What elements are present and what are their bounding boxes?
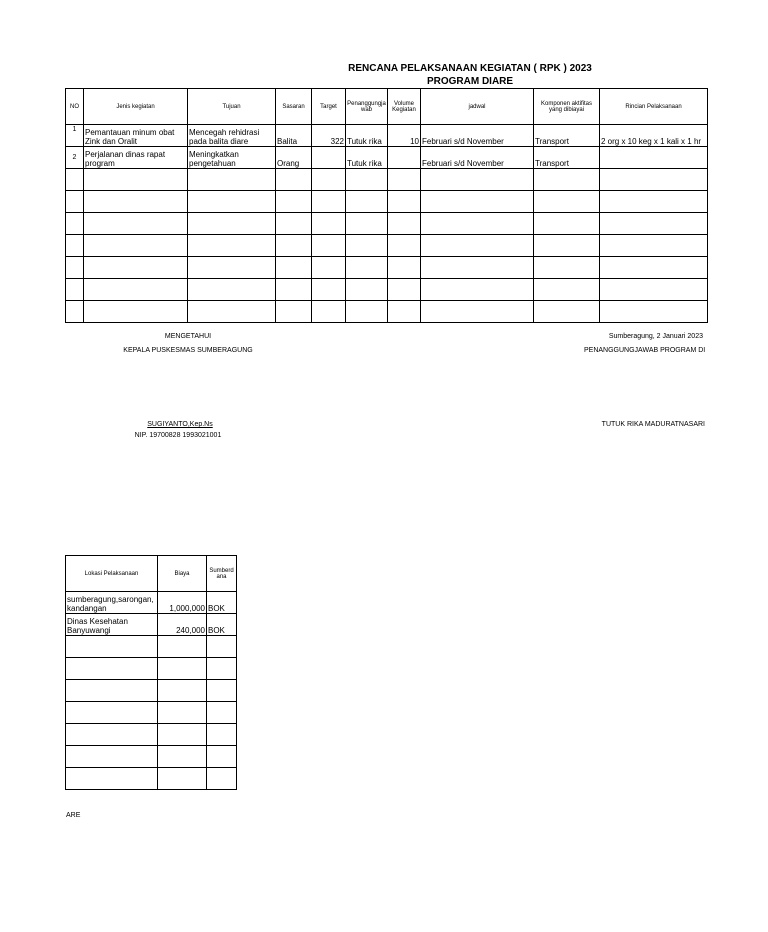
cell-rincian: [600, 147, 708, 169]
empty-row: [66, 169, 708, 191]
cell-volume: [388, 147, 421, 169]
column-header-jadwal: jadwal: [421, 89, 534, 125]
cell-target: 322: [312, 125, 346, 147]
column-header-sasaran: Sasaran: [276, 89, 312, 125]
cell-penanggungjawab: Tutuk rika: [346, 125, 388, 147]
column-header-rincian: Rincian Pelaksanaan: [600, 89, 708, 125]
table-header-row: [66, 556, 237, 592]
column-header-target: Target: [312, 89, 346, 125]
column-header-jenis-kegiatan: Jenis kegiatan: [84, 89, 188, 125]
signature-left-nip: NIP. 19700828 1993021001: [134, 432, 222, 439]
rpk-main-table: [65, 88, 708, 323]
table-row: [66, 147, 708, 169]
cell-lokasi: Dinas Kesehatan Banyuwangi: [66, 614, 158, 636]
cell-no: 2: [66, 147, 84, 169]
empty-row: [66, 301, 708, 323]
empty-row: [66, 746, 237, 768]
cell-sumberdana: BOK: [207, 614, 237, 636]
column-header-biaya: Biaya: [158, 556, 207, 592]
empty-row: [66, 658, 237, 680]
cell-target: [312, 147, 346, 169]
table-row: [66, 592, 237, 614]
column-header-lokasi: Lokasi Pelaksanaan: [66, 556, 158, 592]
cell-biaya: 1,000,000: [158, 592, 207, 614]
cell-jenis-kegiatan: Pemantauan minum obat Zink dan Oralit: [84, 125, 188, 147]
signature-left-role: KEPALA PUSKESMAS SUMBERAGUNG: [123, 347, 253, 354]
signature-left-label: MENGETAHUI: [164, 333, 212, 340]
cell-komponen: Transport: [534, 125, 600, 147]
cell-komponen: Transport: [534, 147, 600, 169]
column-header-tujuan: Tujuan: [188, 89, 276, 125]
column-header-volume-kegiatan: Volume Kegiatan: [388, 89, 421, 125]
empty-row: [66, 279, 708, 301]
cell-biaya: 240,000: [158, 614, 207, 636]
column-header-komponen: Komponen aktifitas yang dibiayai: [534, 89, 600, 125]
signature-right-name: TUTUK RIKA MADURATNASARI: [601, 421, 705, 428]
cell-volume: 10: [388, 125, 421, 147]
location-cost-table: [65, 555, 237, 790]
cell-sasaran: Orang: [276, 147, 312, 169]
cell-sasaran: Balita: [276, 125, 312, 147]
cell-jenis-kegiatan: Perjalanan dinas rapat program: [84, 147, 188, 169]
cell-penanggungjawab: Tutuk rika: [346, 147, 388, 169]
cell-no: 1: [66, 125, 84, 147]
cell-sumberdana: BOK: [207, 592, 237, 614]
empty-row: [66, 768, 237, 790]
cell-lokasi: sumberagung,sarongan,kandangan: [66, 592, 158, 614]
document-title-line2: PROGRAM DIARE: [426, 76, 514, 87]
table-header-row: [66, 89, 708, 125]
table-row: [66, 125, 708, 147]
empty-row: [66, 213, 708, 235]
document-title-line1: RENCANA PELAKSANAAN KEGIATAN ( RPK ) 2023: [348, 63, 592, 74]
cell-rincian: 2 org x 10 keg x 1 kali x 1 hr: [600, 125, 708, 147]
signature-right-role: PENANGGUNGJAWAB PROGRAM DI: [584, 347, 706, 354]
column-header-no: NO: [66, 89, 84, 125]
column-header-sumberdana: Sumberdana: [207, 556, 237, 592]
signature-right-date: Sumberagung, 2 Januari 2023: [608, 333, 703, 340]
footer-fragment: ARE: [66, 812, 81, 819]
empty-row: [66, 235, 708, 257]
empty-row: [66, 636, 237, 658]
empty-row: [66, 724, 237, 746]
signature-left-name: SUGIYANTO,Kep.Ns: [147, 421, 213, 428]
empty-row: [66, 257, 708, 279]
empty-row: [66, 680, 237, 702]
empty-row: [66, 191, 708, 213]
column-header-penanggungjawab: Penanggungjawab: [346, 89, 388, 125]
cell-jadwal: Februari s/d November: [421, 125, 534, 147]
cell-jadwal: Februari s/d November: [421, 147, 534, 169]
table-row: [66, 614, 237, 636]
empty-row: [66, 702, 237, 724]
cell-tujuan: Mencegah rehidrasi pada balita diare: [188, 125, 276, 147]
cell-tujuan: Meningkatkan pengetahuan: [188, 147, 276, 169]
